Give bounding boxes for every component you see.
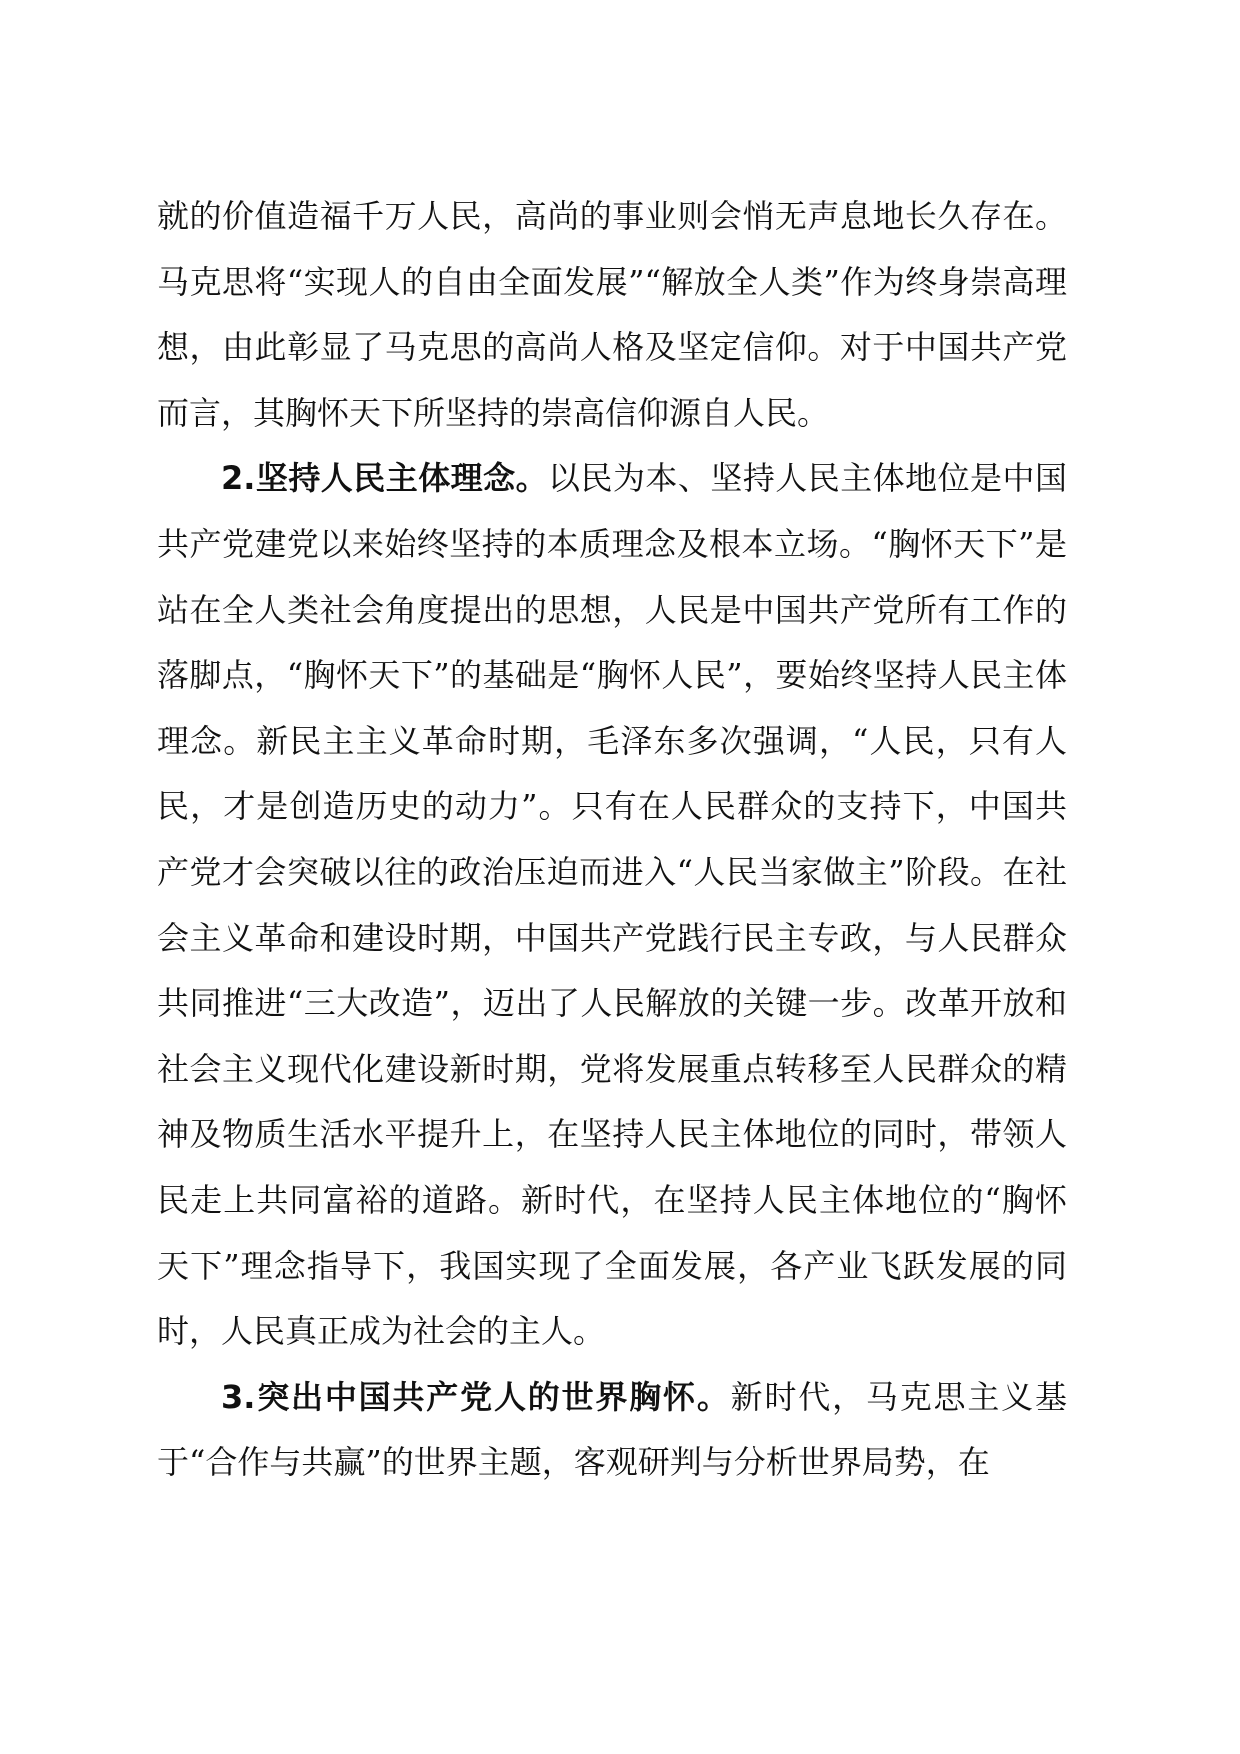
paragraph-body: 新时代，马克思主义基于“合作与共赢”的世界主题，客观研判与分析世界局势，在 — [157, 1377, 1067, 1482]
document-body — [157, 184, 1067, 1496]
paragraph-body: 以民为本、坚持人民主体地位是中国共产党建党以来始终坚持的本质理念及根本立场。“胸怀天下”是站在全人类社会角度提出的思想，人民是中国共产党所有工作的落脚点，“胸怀天下”的基础是“胸怀人民”，要始终坚持人民主体理念。新民主主义革命时期，毛泽东多次强调，“人民，只有人民，才是创造历史的动力”。只有在人民群众的支持下，中国共产党才会突破以往的政治压迫而进入“人民当家做主”阶段。在社会主义革命和建设时期，中国共产党践行民主专政，与人民群众共同推进“三大改造”，迈出了人民解放的关键一步。改革开放和社会主义现代化建设新时期，党将发展重点转移至人民群众的精神及物质生活水平提升上，在坚持人民主体地位的同时，带领人民走上共同富裕的道路。新时代，在坚持人民主体地位的“胸怀天下”理念指导下，我国实现了全面发展，各产业飞跃发展的同时，人民真正成为社会的主人。 — [157, 459, 1067, 1351]
section-heading: 2.坚持人民主体理念。 — [221, 459, 549, 498]
paragraph-world-vision — [157, 1365, 1067, 1496]
paragraph-people-subject — [157, 446, 1067, 1364]
paragraph-continuation — [157, 184, 1067, 446]
paragraph-body: 就的价值造福千万人民，高尚的事业则会悄无声息地长久存在。马克思将“实现人的自由全面发展”“解放全人类”作为终身崇高理想，由此彰显了马克思的高尚人格及坚定信仰。对于中国共产党而言，其胸怀天下所坚持的崇高信仰源自人民。 — [157, 197, 1067, 432]
section-heading: 3.突出中国共产党人的世界胸怀。 — [221, 1377, 731, 1416]
